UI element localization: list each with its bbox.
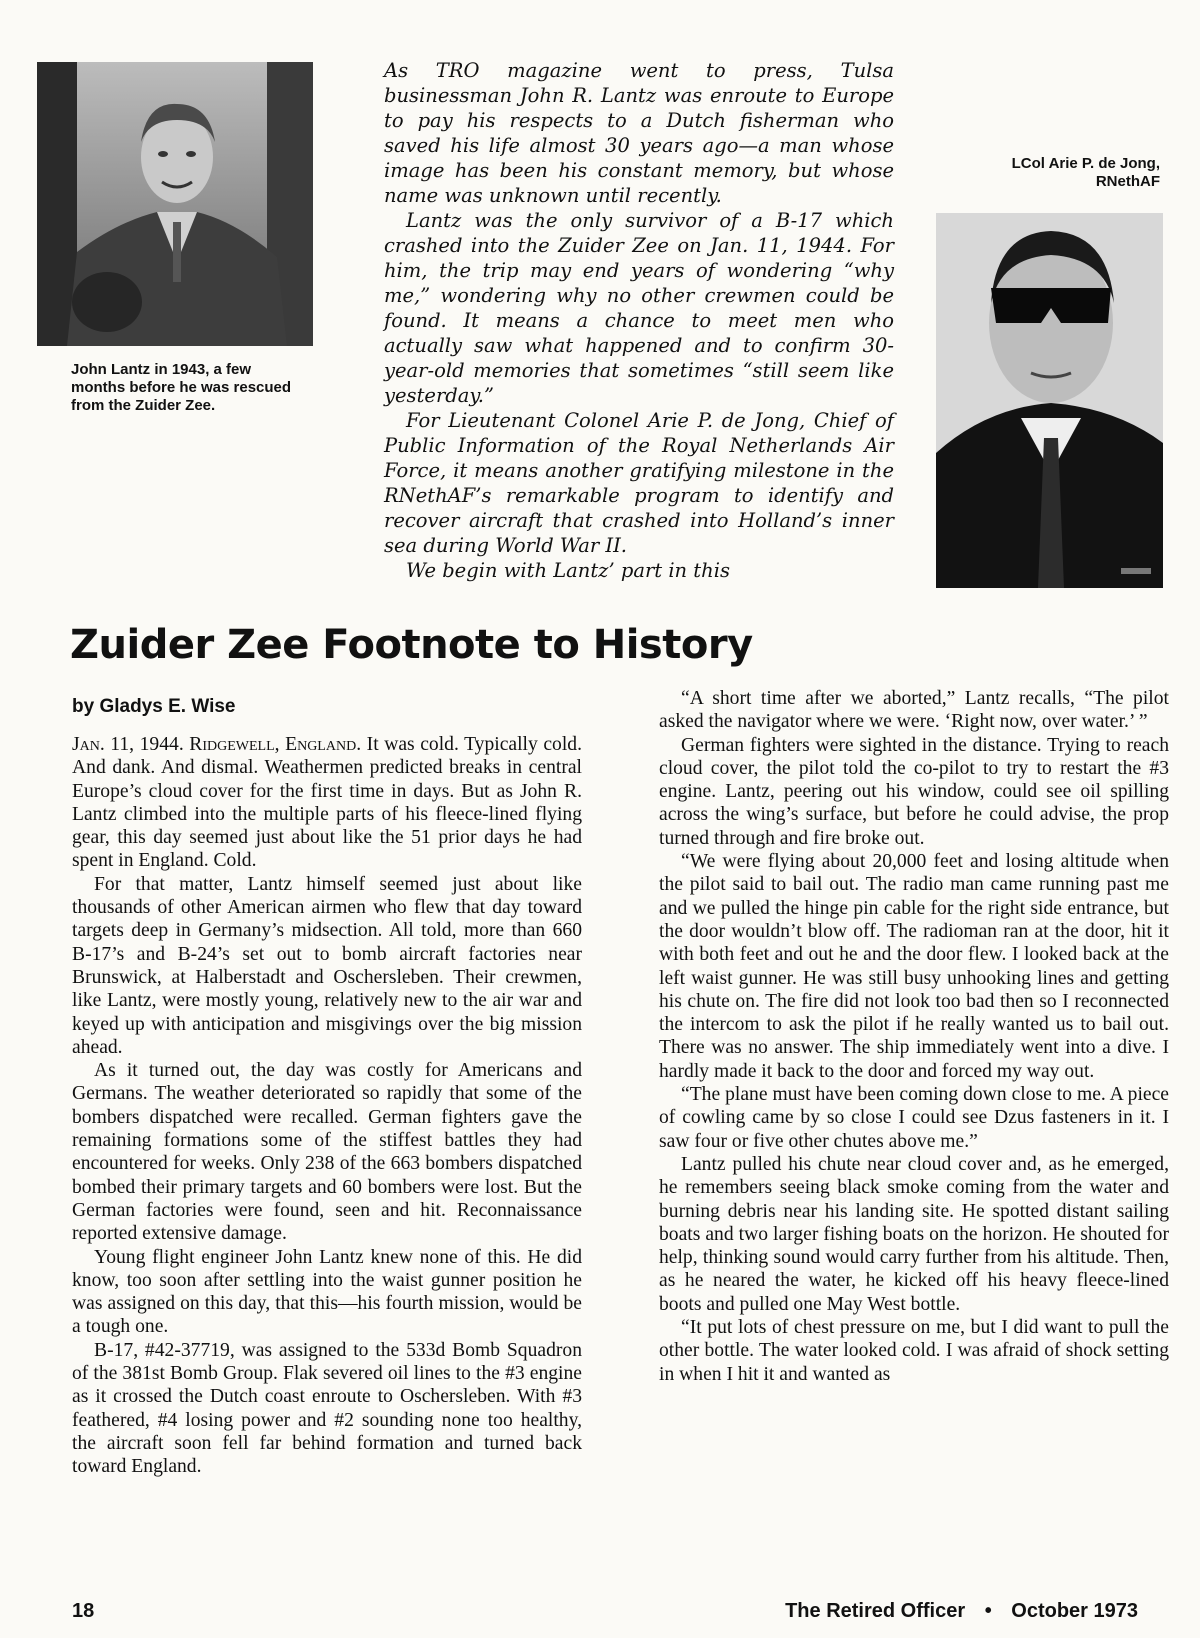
article-paragraph: B-17, #42-37719, was assigned to the 533d Bomb Squadron of the 381st Bomb Group. Flak severed oil lines to the #3 engine as it crossed the Dutch coast enroute to Oschersleben. With #3 feathered, #4 losing power and #2 sounding none too healthy, the aircraft soon fell far behind formation and turned back toward England. bbox=[72, 1339, 582, 1478]
article-paragraph: Young flight engineer John Lantz knew none of this. He did know, too soon after settling into the waist gunner position he was assigned on this day, that this—his fourth mission, would be a tough one. bbox=[72, 1246, 582, 1338]
issue-date: October 1973 bbox=[1011, 1600, 1138, 1622]
article-paragraph: “The plane must have been coming down close to me. A piece of cowling came by so close I could see Dzus fasteners in it. I saw four or five other chutes above me.” bbox=[659, 1084, 1169, 1152]
article-paragraph: German fighters were sighted in the distance. Trying to reach cloud cover, the pilot told the co-pilot to try to restart the #3 engine. Lantz, peering out his window, could see oil spilling across the wing’s surface, but before he could advise, the prop turned through and fire broke out. bbox=[659, 734, 1169, 849]
lantz-photo bbox=[37, 62, 313, 346]
dateline: Jan. 11, 1944. Ridgewell, England. bbox=[72, 734, 362, 755]
article-paragraph: As it turned out, the day was costly for Americans and Germans. The weather deteriorated so rapidly that some of the bombers dispatched were recalled. German fighters gave the remaining formations some of the stiffest battles they had encountered for weeks. Only 238 of the 663 bombers dispatched bombed their primary targets and 60 bombers were lost. But the German factories were found, seen and hit. Reconnaissance reported extensive damage. bbox=[72, 1060, 582, 1245]
intro-paragraph-2: Lantz was the only survivor of a B-17 which crashed into the Zuider Zee on Jan. 11, 1944. For him, the trip may end years of wondering “why me,” wondering why no other crewmen could be found. It means a chance to meet men who actually saw what happened and to confirm 30-year-old memories that sometimes “still seem like yesterday.” bbox=[384, 209, 894, 407]
article-paragraph: Jan. 11, 1944. Ridgewell, England. It was cold. Typically cold. And dank. And dismal. Weathermen predicted breaks in central Europe’s cloud cover for the first time in days. But as John R. Lantz climbed into the multiple parts of his fleece-lined flying gear, this day seemed just about like the 51 prior days he had spent in England. Cold. bbox=[72, 734, 582, 872]
publication-name: The Retired Officer bbox=[785, 1600, 966, 1622]
article-paragraph: Lantz pulled his chute near cloud cover and, as he emerged, he remembers seeing black smoke coming from the water and burning debris near his landing site. He spotted distant sailing boats and two larger fishing boats on the horizon. He shouted for help, thinking sound would carry further from his altitude. Then, as he neared the water, he kicked off his heavy fleece-lined boots and pulled one May West bottle. bbox=[659, 1153, 1169, 1315]
dejong-portrait-image bbox=[936, 213, 1163, 588]
article-title: Zuider Zee Footnote to History bbox=[70, 622, 753, 668]
dejong-photo bbox=[936, 213, 1163, 588]
article-paragraph: “We were flying about 20,000 feet and losing altitude when the pilot said to bail out. The radio man came running past me and we pulled the hinge pin cable for the right side entrance, but the door wouldn’t blow off. The radioman ran at the door, hit it with both feet and out he and the door flew. I looked back at the left waist gunner. He was still busy unhooking lines and getting his chute on. The fire did not look too bad then so I reconnected the intercom to ask the pilot if he really wanted us to bail out. There was no answer. The ship immediately went into a dive. I hardly made it back to the door and forced my way out. bbox=[659, 851, 1169, 1082]
byline: by Gladys E. Wise bbox=[72, 696, 236, 717]
intro-text bbox=[384, 58, 894, 583]
lantz-portrait-image bbox=[37, 62, 313, 346]
dejong-photo-caption bbox=[930, 155, 1160, 191]
article-column-left bbox=[72, 733, 582, 1479]
article-paragraph: “A short time after we aborted,” Lantz recalls, “The pilot asked the navigator where we were. ‘Right now, over water.’ ” bbox=[659, 688, 1169, 733]
footer-bullet: • bbox=[984, 1600, 992, 1622]
intro-paragraph-3: For Lieutenant Colonel Arie P. de Jong, Chief of Public Information of the Royal Netherlands Air Force, it means another gratifying milestone in the RNethAF’s remarkable program to identify and recover aircraft that crashed into Holland’s inner sea during World War II. bbox=[384, 409, 894, 557]
dejong-caption-line-1: LCol Arie P. de Jong, bbox=[1011, 155, 1160, 172]
intro-paragraph-4: We begin with Lantz’ part in this bbox=[406, 559, 730, 582]
page-number: 18 bbox=[72, 1600, 95, 1622]
article-paragraph: For that matter, Lantz himself seemed just about like thousands of other American airmen who flew that day toward targets deep in Germany’s midsection. All told, more than 660 B-17’s and B-24’s set out to bomb aircraft factories near Brunswick, at Halberstadt and Oschersleben. Their crewmen, like Lantz, were mostly young, relatively new to the air war and keyed up with anticipation and misgivings over the big mission ahead. bbox=[72, 873, 582, 1058]
article-paragraph: “It put lots of chest pressure on me, but I did want to pull the other bottle. The water looked cold. I was afraid of shock setting in when I hit it and wanted as bbox=[659, 1317, 1169, 1385]
intro-paragraph-1: As TRO magazine went to press, Tulsa businessman John R. Lantz was enroute to Europe to pay his respects to a Dutch fisherman who saved his life almost 30 years ago—a man whose image has been his constant memory, but whose name was unknown until recently. bbox=[384, 59, 894, 207]
running-footer bbox=[785, 1600, 1138, 1623]
dejong-caption-line-2: RNethAF bbox=[1095, 173, 1160, 190]
article-column-right bbox=[659, 687, 1169, 1386]
lantz-photo-caption: John Lantz in 1943, a few months before he was rescued from the Zuider Zee. bbox=[71, 361, 292, 414]
